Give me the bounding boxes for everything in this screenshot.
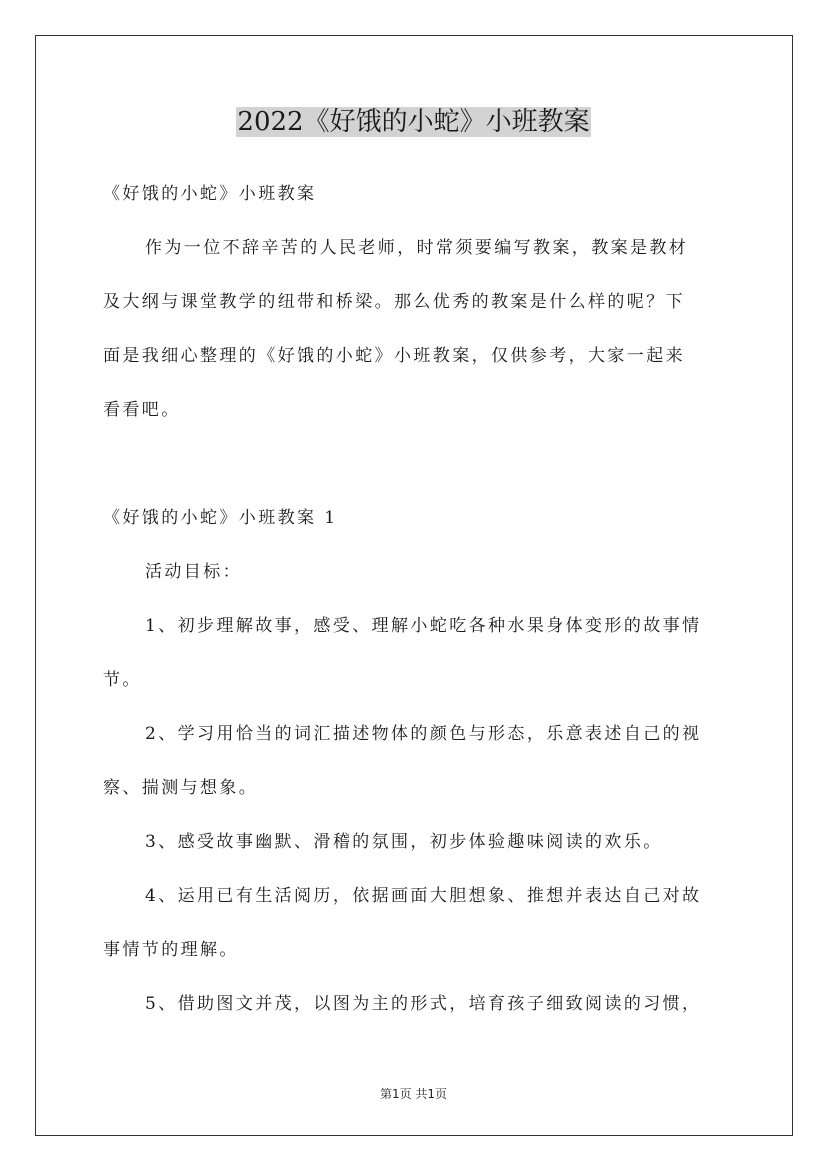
document-subtitle: 《好饿的小蛇》小班教案: [103, 184, 317, 204]
section-heading: 《好饿的小蛇》小班教案 1: [103, 508, 338, 528]
goal-line: 2、学习用恰当的词汇描述物体的颜色与形态，乐意表述自己的视: [145, 724, 702, 744]
intro-line-2: 及大纲与课堂教学的纽带和桥梁。那么优秀的教案是什么样的呢？下: [103, 292, 685, 312]
intro-line-4: 看看吧。: [103, 400, 181, 420]
document-title: [0, 100, 827, 144]
goal-line: 5、借助图文并茂，以图为主的形式，培育孩子细致阅读的习惯，: [145, 994, 702, 1014]
goal-line: 节。: [103, 670, 142, 690]
goal-line: 1、初步理解故事，感受、理解小蛇吃各种水果身体变形的故事情: [145, 616, 702, 636]
intro-line-1: 作为一位不辞辛苦的人民老师，时常须要编写教案，教案是教材: [145, 238, 689, 258]
document-title-text: 2022《好饿的小蛇》小班教案: [237, 107, 590, 137]
page-footer: 第1页 共1页: [379, 1087, 448, 1101]
goal-line: 4、运用已有生活阅历，依据画面大胆想象、推想并表达自己对故: [145, 886, 702, 906]
goal-line: 3、感受故事幽默、滑稽的氛围，初步体验趣味阅读的欢乐。: [145, 832, 663, 852]
goals-label: 活动目标：: [145, 562, 242, 582]
goal-line: 察、揣测与想象。: [103, 778, 259, 798]
intro-line-3: 面是我细心整理的《好饿的小蛇》小班教案，仅供参考，大家一起来: [103, 346, 685, 366]
goal-line: 事情节的理解。: [103, 940, 239, 960]
